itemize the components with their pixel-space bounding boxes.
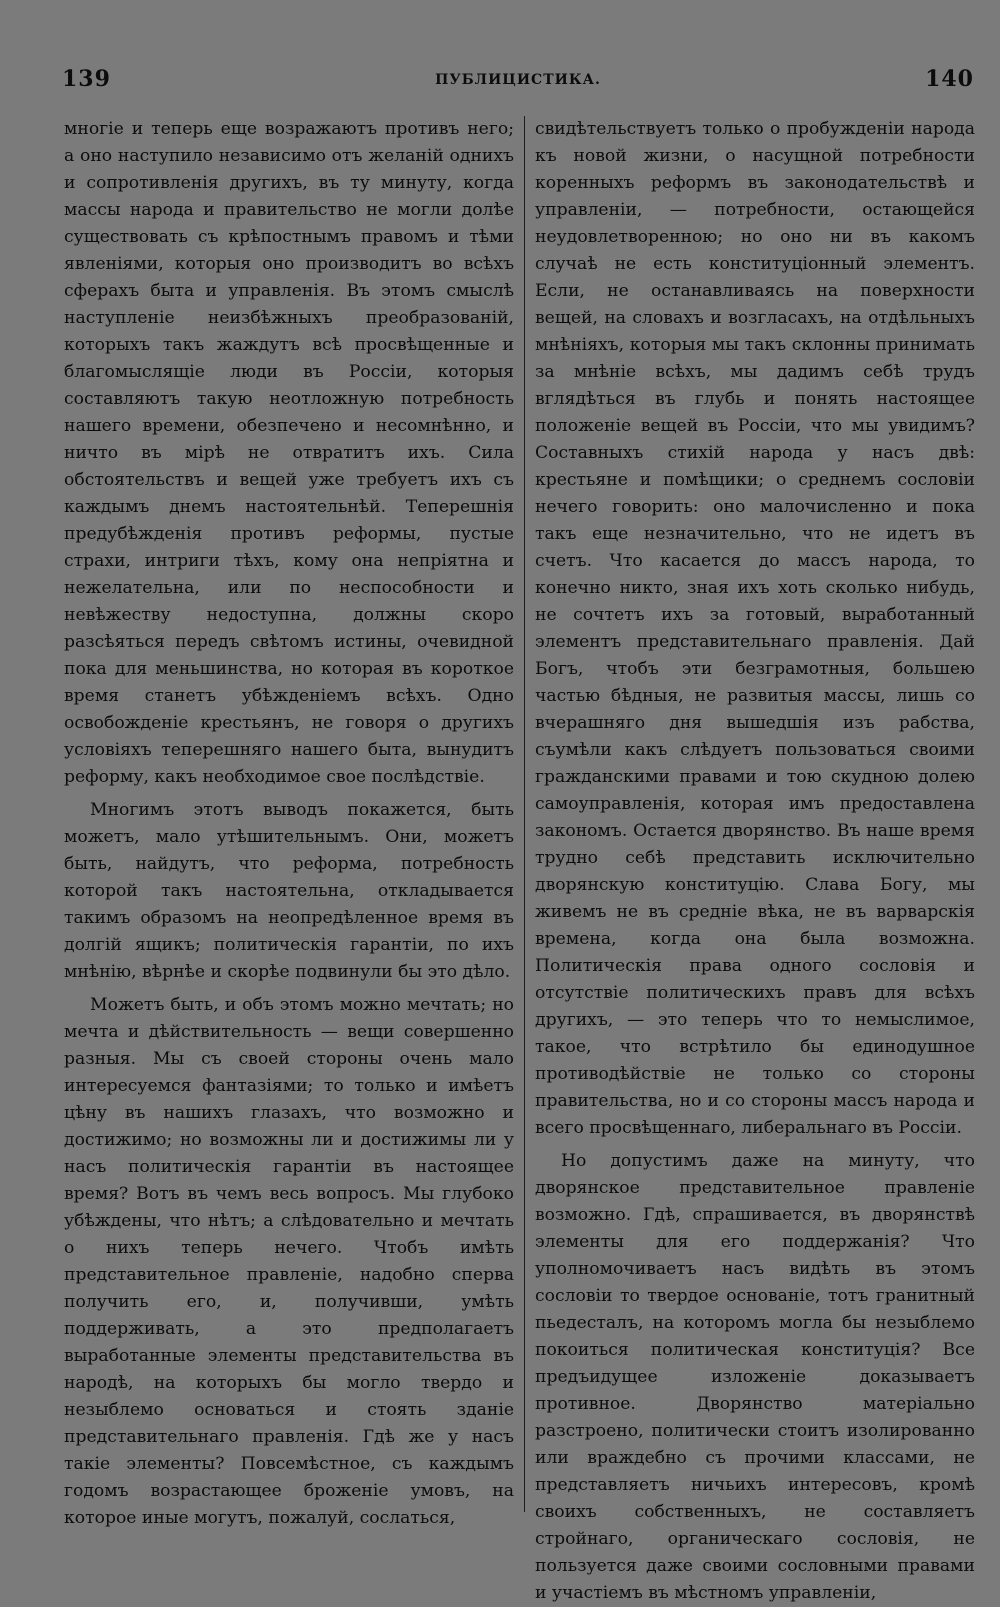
page-header [62, 66, 974, 100]
running-title: ПУБЛИЦИСТИКА. [435, 72, 601, 88]
column-divider [524, 116, 525, 1512]
right-column [535, 116, 975, 1603]
paragraph: Многимъ этотъ выводъ покажется, быть можетъ, мало утѣшительнымъ. Они, можетъ быть, найдутъ, что реформа, потребность которой такъ настоятельна, откладывается такимъ образомъ на неопредѣленное время въ долгій ящикъ; политическія гарантіи, по ихъ мнѣнію, вѣрнѣе и скорѣе подвинули бы это дѣло. [64, 800, 514, 982]
left-column [64, 116, 514, 1528]
paragraph: Можетъ быть, и объ этомъ можно мечтать; но мечта и дѣйствительность — вещи совершенно разныя. Мы съ своей стороны очень мало интересуемся фантазіями; то только и имѣетъ цѣну въ нашихъ глазахъ, что возможно и достижимо; но возможны ли и достижимы ли у насъ политическія гарантіи въ настоящее время? Вотъ въ чемъ весь вопросъ. Мы глубоко убѣждены, что нѣтъ; а слѣдовательно и мечтать о нихъ теперь нечего. Чтобъ имѣть представительное правленіе, надобно сперва получить его, и, получивши, умѣть поддерживать, а это предполагаетъ выработанные элементы представительства въ народѣ, на которыхъ бы могло твердо и незыблемо основаться и стоять зданіе представительнаго правленія. Гдѣ же у насъ такіе элементы? Повсемѣстное, съ каждымъ годомъ возрастающее броженіе умовъ, на которое иные могутъ, пожалуй, сослаться, [64, 995, 514, 1528]
page-number-right: 140 [925, 66, 974, 92]
paragraph: свидѣтельствуетъ только о пробужденіи народа къ новой жизни, о насущной потребности коренныхъ реформъ въ законодательствѣ и управленіи, — потребности, остающейся неудовлетворенною; но оно ни въ какомъ случаѣ не есть конституціонный элементъ. Если, не останавливаясь на поверхности вещей, на словахъ и возгласахъ, на отдѣльныхъ мнѣніяхъ, которыя мы такъ склонны принимать за мнѣніе всѣхъ, мы дадимъ себѣ трудъ вглядѣться въ глубь и понять настоящее положеніе вещей въ Россіи, что мы увидимъ? Составныхъ стихій народа у насъ двѣ: крестьяне и помѣщики; о среднемъ сословіи нечего говорить: оно малочисленно и пока такъ еще незначительно, что не идетъ въ счетъ. Что касается до массъ народа, то конечно никто, зная ихъ хоть сколько нибудь, не сочтетъ ихъ за готовый, выработанный элементъ представительнаго правленія. Дай Богъ, чтобъ эти безграмотныя, большею частью бѣдныя, не развитыя массы, лишь со вчерашняго дня вышедшія изъ рабства, съумѣли какъ слѣдуетъ пользоваться своими гражданскими правами и тою скудною долею самоуправленія, которая имъ предоставлена закономъ. Остается дворянство. Въ наше время трудно себѣ представить исключительно дворянскую конституцію. Слава Богу, мы живемъ не въ средніе вѣка, не въ варварскія времена, когда она была возможна. Политическія права одного сословія и отсутствіе политическихъ правъ для всѣхъ другихъ, — это теперь что то немыслимое, такое, что встрѣтило бы единодушное противодѣйствіе не только со стороны правительства, но и со стороны массъ народа и всего просвѣщеннаго, либеральнаго въ Россіи. [535, 119, 975, 1138]
paragraph: многіе и теперь еще возражаютъ противъ него; а оно наступило независимо отъ желаній однихъ и сопротивленія другихъ, въ ту минуту, когда массы народа и правительство не могли долѣе существовать съ крѣпостнымъ правомъ и тѣми явленіями, которыя оно производитъ во всѣхъ сферахъ быта и управленія. Въ этомъ смыслѣ наступленіе неизбѣжныхъ преобразованій, которыхъ такъ жаждутъ всѣ просвѣщенные и благомыслящіе люди въ Россіи, которыя составляютъ такую неотложную потребность нашего времени, обезпечено и несомнѣнно, и ничто въ мірѣ не отвратитъ ихъ. Сила обстоятельствъ и вещей уже требуетъ ихъ съ каждымъ днемъ настоятельнѣй. Теперешнія предубѣжденія противъ реформы, пустые страхи, интриги тѣхъ, кому она непріятна и нежелательна, или по неспособности и невѣжеству недоступна, должны скоро разсѣяться передъ свѣтомъ истины, очевидной пока для меньшинства, но которая въ короткое время станетъ убѣжденіемъ всѣхъ. Одно освобожденіе крестьянъ, не говоря о другихъ условіяхъ теперешняго нашего быта, вынудитъ реформу, какъ необходимое свое послѣдствіе. [64, 119, 514, 787]
paragraph: Но допустимъ даже на минуту, что дворянское представительное правленіе возможно. Гдѣ, спрашивается, въ дворянствѣ элементы для его поддержанія? Что уполномочиваетъ насъ видѣть въ этомъ сословіи то твердое основаніе, тотъ гранитный пьедесталъ, на которомъ могла бы незыблемо покоиться политическая конституція? Все предъидущее изложеніе доказываетъ противное. Дворянство матеріально разстроено, политически стоитъ изолированно или враждебно съ прочими классами, не представляетъ ничьихъ интересовъ, кромѣ своихъ собственныхъ, не составляетъ стройнаго, органическаго сословія, не пользуется даже своими сословными правами и участіемъ въ мѣстномъ управленіи, [535, 1151, 975, 1603]
page-number-left: 139 [62, 66, 111, 92]
